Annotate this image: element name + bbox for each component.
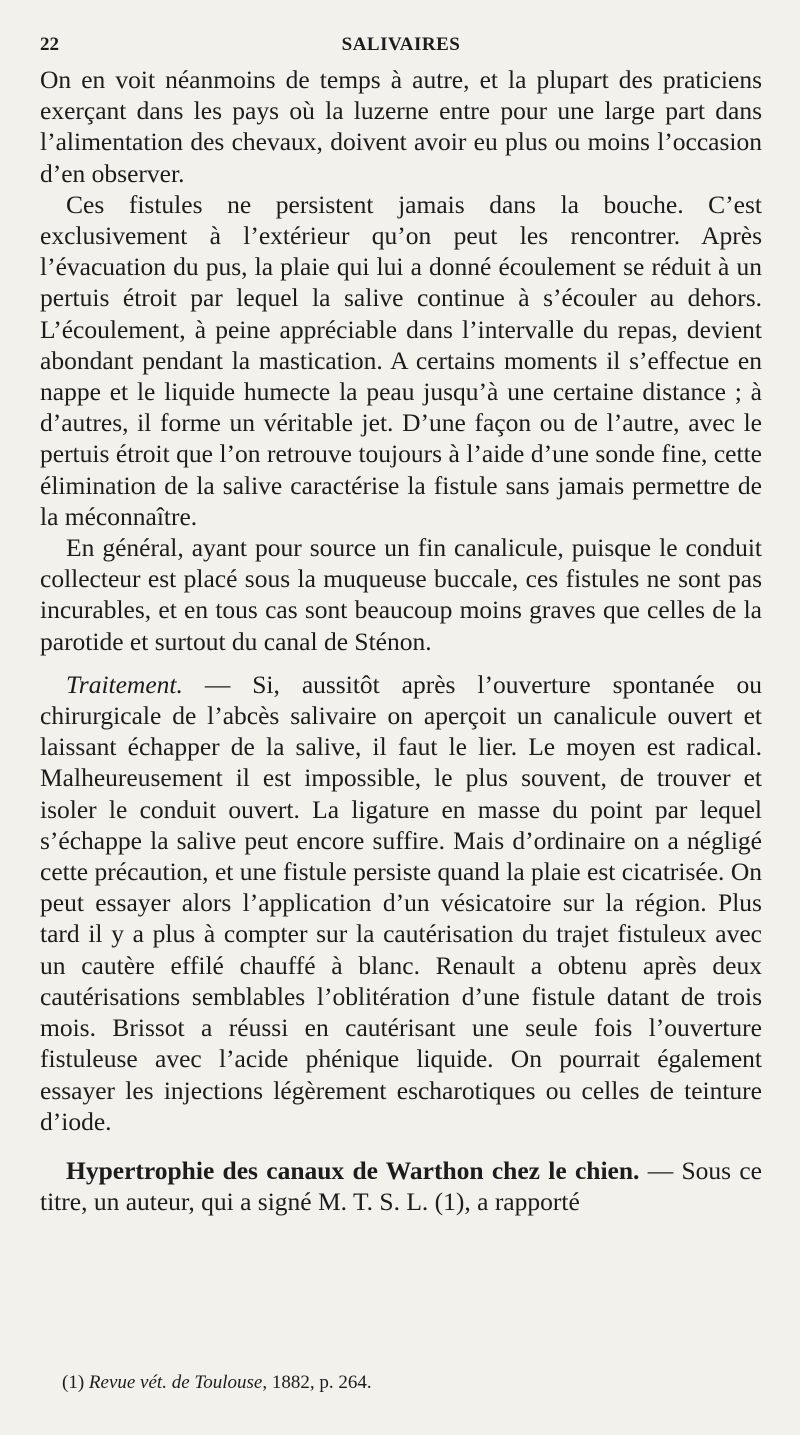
hypertrophy-heading: Hypertrophie des canaux de Warthon chez le chien. xyxy=(66,1155,640,1185)
footnote-marker: (1) xyxy=(62,1372,89,1393)
footnote-rest: , 1882, p. 264. xyxy=(262,1372,372,1393)
treatment-heading: Traitement. xyxy=(66,669,183,699)
paragraph-hypertrophy xyxy=(40,1155,762,1217)
footnote xyxy=(62,1372,372,1394)
footnote-source: Revue vét. de Toulouse xyxy=(88,1372,263,1393)
body-text xyxy=(40,64,762,1217)
paragraph-1: On en voit néanmoins de temps à autre, et la plupart des praticiens exerçant dans les pays où la luzerne entre pour une large part dans l’alimentation des chevaux, doivent avoir eu plus ou moins l’occasion d’en observer. xyxy=(40,65,762,188)
treatment-text: — Si, aussitôt après l’ouverture spontanée ou chirurgicale de l’abcès salivaire on aperçoit un canalicule ouvert et laissant échapper de la salive, il faut le lier. Le moyen est radical. Malheureusement il est impossible, le plus souvent, de trouver et isoler le conduit ouvert. La ligature en masse du point par lequel s’échappe la salive peut encore suffire. Mais d’ordinaire on a négligé cette précaution, et une fistule persiste quand la plaie est cicatrisée. On peut essayer alors l’application d’un vésicatoire sur la région. Plus tard il y a plus à compter sur la cautérisation du trajet fistuleux avec un cautère effilé chauffé à blanc. Renault a obtenu après deux cautérisations semblables l’oblitération d’une fistule datant de trois mois. Brissot a réussi en cautérisant une seule fois l’ouverture fistuleuse avec l’acide phénique liquide. On pourrait également essayer les injections légèrement escharotiques ou celles de teinture d’iode. xyxy=(40,669,762,1136)
running-head: SALIVAIRES xyxy=(341,34,461,55)
hypertrophy-text: — Sous ce titre, un auteur, qui a signé M. T. S. L. (1), a rapporté xyxy=(40,1155,762,1217)
paragraph-3: En général, ayant pour source un fin canalicule, puisque le conduit collecteur est placé sous la muqueuse buccale, ces fistules ne sont pas incurables, et en tous cas sont beaucoup moins graves que celles de la parotide et surtout du canal de Sténon. xyxy=(40,533,762,656)
paragraph-treatment xyxy=(40,669,762,1137)
page-header xyxy=(40,30,762,64)
page-number: 22 xyxy=(40,34,59,55)
paragraph-2: Ces fistules ne persistent jamais dans la bouche. C’est exclusivement à l’extérieur qu’on peut les rencontrer. Après l’évacuation du pus, la plaie qui lui a donné écoulement se réduit à un pertuis étroit par lequel la salive continue à s’écouler au dehors. L’écoulement, à peine appréciable dans l’intervalle du repas, devient abondant pendant la mastication. A certains moments il s’effectue en nappe et le liquide humecte la peau jusqu’à une certaine distance ; à d’autres, il forme un véritable jet. D’une façon ou de l’autre, avec le pertuis étroit que l’on retrouve toujours à l’aide d’une sonde fine, cette élimination de la salive caractérise la fistule sans jamais permettre de la méconnaître. xyxy=(40,189,762,531)
